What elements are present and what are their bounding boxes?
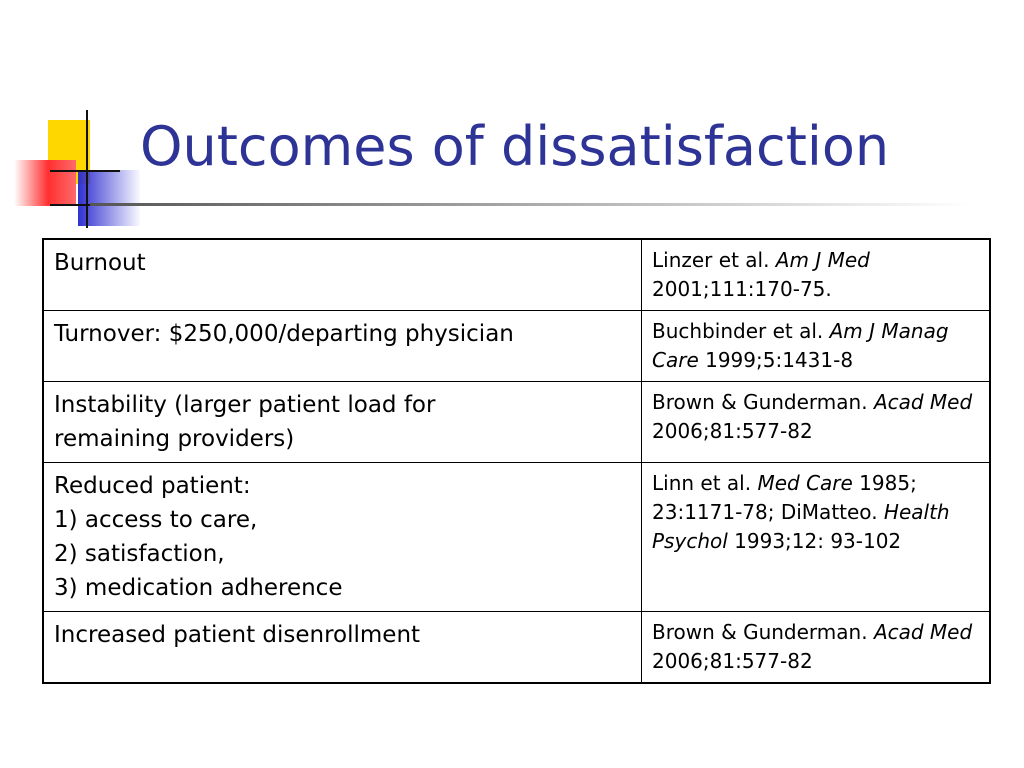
reference-cell	[642, 382, 991, 463]
reference-journal: Am J Med	[775, 248, 870, 272]
logo-vertical-line	[86, 110, 88, 228]
logo-red-square	[14, 160, 76, 206]
reference-citation: 1999;5:1431-8	[698, 348, 854, 372]
reference-authors: Brown & Gunderman.	[652, 390, 874, 414]
outcome-cell	[43, 311, 642, 382]
table-row	[43, 463, 990, 612]
outcome-text: Burnout	[54, 250, 146, 276]
outcome-cell	[43, 463, 642, 612]
slide-title: Outcomes of dissatisfaction	[140, 115, 890, 178]
outcome-text: 3) medication adherence	[54, 575, 343, 601]
reference-journal: Med Care	[757, 471, 853, 495]
reference-journal: Health Psychol	[652, 500, 950, 553]
outcomes-table	[42, 238, 991, 684]
reference-citation: 2001;111:170-75.	[652, 277, 832, 301]
reference-cell	[642, 311, 991, 382]
outcome-cell	[43, 239, 642, 311]
outcome-text: 2) satisfaction,	[54, 541, 225, 567]
reference-authors: Linzer et al.	[652, 248, 776, 272]
table-row	[43, 239, 990, 311]
logo-horizontal-line	[50, 170, 120, 172]
reference-journal: Am J Manag Care	[652, 319, 949, 372]
reference-citation: 1985; 23:1171-78; DiMatteo.	[652, 471, 917, 524]
reference-authors: Buchbinder et al.	[652, 319, 830, 343]
reference-cell	[642, 239, 991, 311]
reference-citation: 2006;81:577-82	[652, 419, 813, 443]
table-row	[43, 311, 990, 382]
reference-authors: Linn et al.	[652, 471, 758, 495]
reference-journal: Acad Med	[873, 620, 973, 644]
outcome-text: remaining providers)	[54, 426, 295, 452]
reference-citation: 2006;81:577-82	[652, 649, 813, 673]
title-underline	[90, 203, 970, 206]
reference-cell	[642, 463, 991, 612]
table-row	[43, 382, 990, 463]
outcome-text: Increased patient disenrollment	[54, 622, 421, 648]
outcome-text: 1) access to care,	[54, 507, 258, 533]
outcome-text: Turnover: $250,000/departing physician	[54, 321, 514, 347]
outcome-text: Reduced patient:	[54, 473, 251, 499]
reference-cell	[642, 612, 991, 684]
reference-journal: Acad Med	[873, 390, 973, 414]
table-row	[43, 612, 990, 684]
reference-citation: 1993;12: 93-102	[727, 529, 902, 553]
reference-authors: Brown & Gunderman.	[652, 620, 874, 644]
outcome-cell	[43, 612, 642, 684]
outcome-text: Instability (larger patient load for	[54, 392, 436, 418]
outcome-cell	[43, 382, 642, 463]
